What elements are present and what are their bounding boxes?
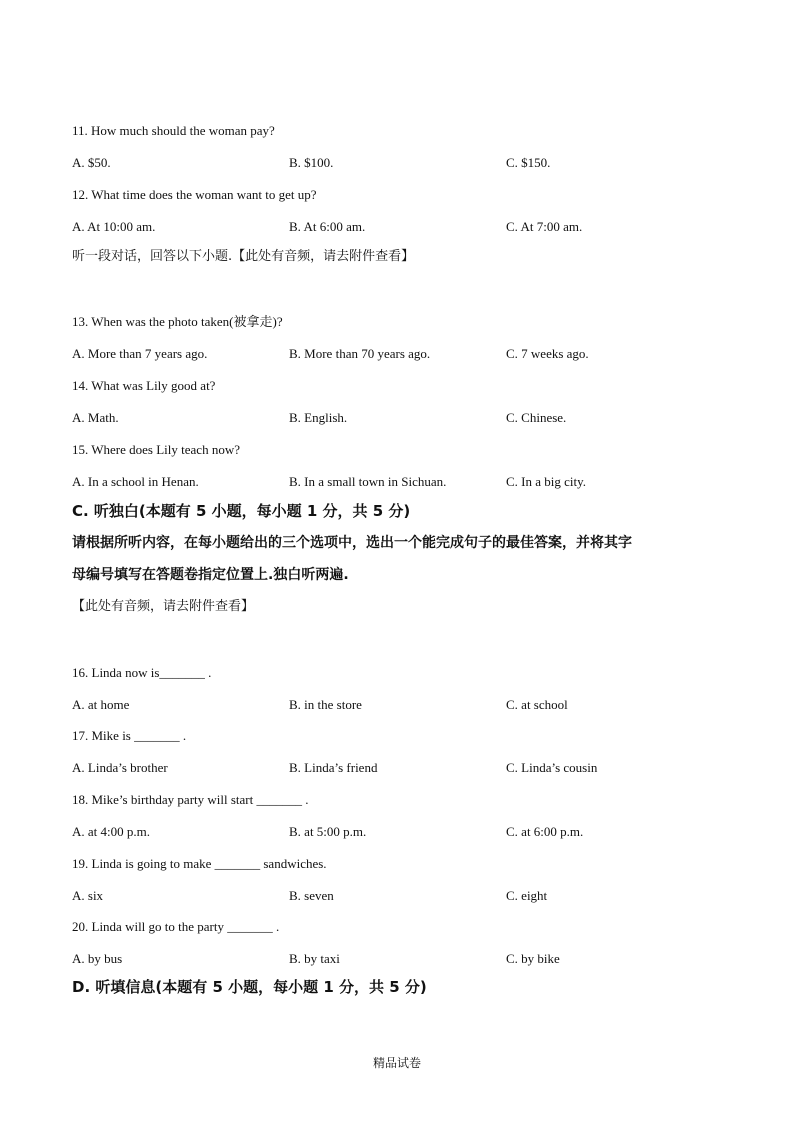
page-footer: 精品试卷	[372, 1056, 421, 1070]
q19-option-a: A. six	[72, 888, 104, 903]
q20-option-c: C. by bike	[506, 951, 560, 966]
section-c-instruction-line-2: 母编号填写在答题卷指定位置上.独白听两遍.	[72, 567, 349, 583]
question-13: 13. When was the photo taken(被拿走)?	[72, 314, 283, 329]
q15-option-c: C. In a big city.	[506, 474, 587, 489]
question-12: 12. What time does the woman want to get up?	[72, 187, 317, 202]
q16-option-b: B. in the store	[289, 697, 362, 712]
q11-option-c: C. $150.	[506, 155, 551, 170]
q18-option-b: B. at 5:00 p.m.	[289, 824, 367, 839]
q16-option-c: C. at school	[506, 697, 568, 712]
q16-option-a: A. at home	[72, 697, 130, 712]
q19-option-c: C. eight	[506, 888, 548, 903]
q19-option-b: B. seven	[289, 888, 334, 903]
question-16: 16. Linda now is_______ .	[72, 665, 212, 680]
q13-option-a: A. More than 7 years ago.	[72, 346, 208, 361]
q18-option-a: A. at 4:00 p.m.	[72, 824, 150, 839]
q12-option-b: B. At 6:00 am.	[289, 219, 366, 234]
monologue-audio-note: 【此处有音频，请去附件查看】	[72, 599, 255, 614]
q17-option-b: B. Linda’s friend	[289, 760, 378, 775]
q15-option-b: B. In a small town in Sichuan.	[289, 474, 447, 489]
q12-option-a: A. At 10:00 am.	[72, 219, 156, 234]
section-c-instruction-line-1: 请根据所听内容，在每小题给出的三个选项中，选出一个能完成句子的最佳答案，并将其字	[72, 535, 632, 551]
question-19: 19. Linda is going to make _______ sandwiches.	[72, 856, 327, 871]
q17-option-a: A. Linda’s brother	[72, 760, 168, 775]
question-14: 14. What was Lily good at?	[72, 378, 216, 393]
section-c-title: C. 听独白(本题有 5 小题，每小题 1 分，共 5 分)	[72, 502, 411, 520]
q11-option-b: B. $100.	[289, 155, 334, 170]
question-18: 18. Mike’s birthday party will start _______ .	[72, 792, 309, 807]
q14-option-c: C. Chinese.	[506, 410, 567, 425]
q11-option-a: A. $50.	[72, 155, 111, 170]
q14-option-a: A. Math.	[72, 410, 119, 425]
question-11: 11. How much should the woman pay?	[72, 123, 275, 138]
question-15: 15. Where does Lily teach now?	[72, 442, 240, 457]
dialogue-audio-note: 听一段对话，回答以下小题.【此处有音频，请去附件查看】	[72, 249, 415, 264]
q13-option-c: C. 7 weeks ago.	[506, 346, 589, 361]
section-d-title: D. 听填信息(本题有 5 小题，每小题 1 分，共 5 分)	[72, 978, 427, 996]
question-17: 17. Mike is _______ .	[72, 728, 187, 743]
q14-option-b: B. English.	[289, 410, 348, 425]
q15-option-a: A. In a school in Henan.	[72, 474, 199, 489]
q20-option-a: A. by bus	[72, 951, 123, 966]
q13-option-b: B. More than 70 years ago.	[289, 346, 431, 361]
q20-option-b: B. by taxi	[289, 951, 340, 966]
q12-option-c: C. At 7:00 am.	[506, 219, 583, 234]
q17-option-c: C. Linda’s cousin	[506, 760, 598, 775]
q18-option-c: C. at 6:00 p.m.	[506, 824, 584, 839]
question-20: 20. Linda will go to the party _______ .	[72, 919, 280, 934]
